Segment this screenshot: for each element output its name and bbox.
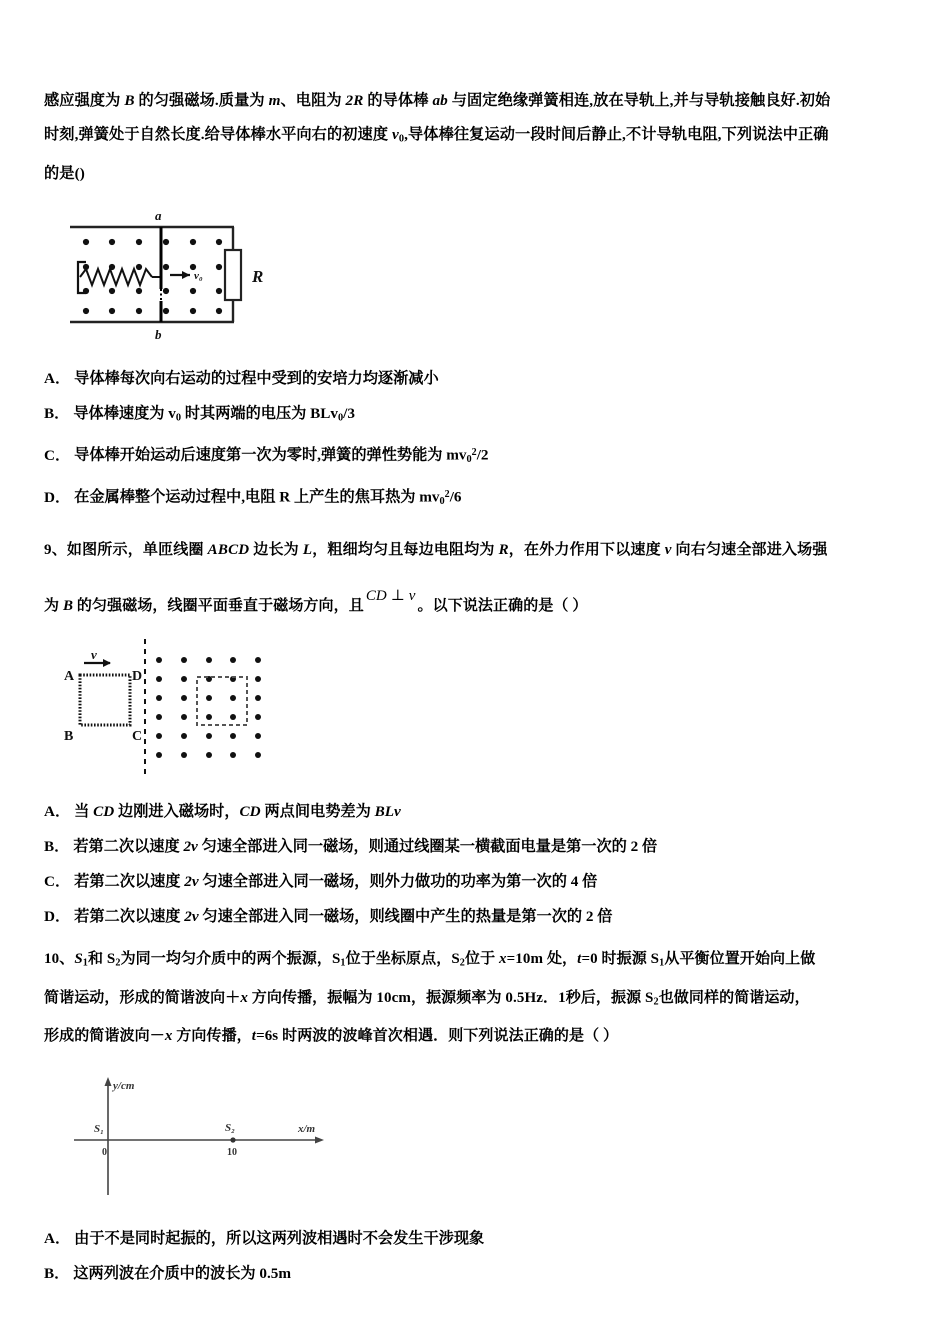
option-A (44, 361, 912, 396)
option-A (44, 794, 912, 829)
stem-text: 边长为 (249, 542, 303, 559)
source-s2-label: S₂ (225, 1122, 235, 1135)
option-text: 两点间电势差为 (260, 803, 375, 821)
stem-text: ，在外力作用下以速度 (508, 542, 665, 559)
stem-text: 向右匀速全部进入场强 (671, 542, 828, 559)
symbol-v-subscript: 0 (398, 133, 405, 145)
option-text: 若第二次以速度 (74, 873, 185, 891)
stem-text: 的匀强磁场.质量为 (134, 92, 269, 109)
question-9 (44, 533, 912, 623)
question-prev-stem (44, 84, 912, 191)
source-s1-label: S₁ (94, 1123, 104, 1136)
label-C: C (132, 729, 143, 745)
label-v: v (91, 647, 97, 663)
option-text: 这两列波在介质中的波长为 0.5m (73, 1265, 292, 1283)
label-b: b (155, 326, 162, 342)
symbol-ab: ab (432, 92, 448, 109)
label-D: D (132, 669, 143, 685)
figure-wave-sources-axes (66, 1067, 356, 1207)
x-axis-arrowhead (315, 1137, 324, 1144)
option-label: B． (44, 1265, 70, 1283)
symbol-B: B (62, 598, 74, 615)
label-R: R (252, 266, 264, 286)
symbol-S-subscript: 2 (115, 957, 121, 969)
stem-text: 为 (44, 598, 63, 615)
option-text: /6 (449, 488, 462, 506)
option-text: 若第二次以速度 (73, 838, 184, 856)
symbol-m: m (268, 92, 281, 109)
stem-text: 也做同样的简谐运动， (658, 989, 810, 1006)
stem-text: 如图所示，单匝线圈 (66, 542, 208, 559)
stem-text: 、电阻为 (280, 92, 346, 109)
question-prev-stem-line-2 (44, 118, 912, 157)
option-text: 匀速全部进入同一磁场，则外力做功的功率为第一次的 4 倍 (198, 873, 598, 891)
symbol-R: R (498, 542, 509, 559)
symbol-ABCD: ABCD (207, 542, 250, 559)
stem-text: 感应强度为 (44, 92, 125, 109)
figure-3-svg (66, 1067, 356, 1207)
symbol-S-subscript: 2 (459, 957, 465, 969)
question-number: 10、 (44, 951, 75, 968)
option-text: 由于不是同时起振的，所以这两列波相遇时不会发生干涉现象 (74, 1230, 485, 1248)
option-label: D． (44, 908, 71, 926)
option-A (44, 1221, 912, 1256)
question-number: 9、 (44, 542, 67, 559)
symbol-v: v (392, 126, 399, 143)
stem-text: 。以下说法正确的是（ ） (417, 598, 588, 615)
option-D (44, 477, 912, 519)
symbol-CD: CD (239, 803, 261, 821)
origin-label: 0 (102, 1147, 107, 1159)
velocity-arrow-head (103, 659, 111, 667)
option-label: A． (44, 369, 71, 387)
stem-text: =0 时振源 S (581, 951, 660, 968)
symbol-L: L (302, 542, 313, 559)
option-C (44, 864, 912, 899)
option-text: /2 (476, 446, 489, 464)
figure-rail-spring-rod-circuit (62, 205, 312, 345)
magnetic-field-dots (156, 657, 261, 758)
label-v0: v₀ (194, 269, 203, 282)
formula-cd-perp-v: CD ⊥ v (365, 588, 416, 605)
stem-text: ,导体棒往复运动一段时间后静止,不计导轨电阻,下列说法中正确 (404, 126, 829, 143)
question-9-stem-line-2 (44, 589, 912, 623)
option-text: 当 (74, 803, 94, 821)
question-10-stem-line-2 (44, 981, 912, 1020)
symbol-t: t (251, 1028, 257, 1045)
y-axis-label: y/cm (113, 1080, 135, 1093)
option-label: D． (44, 488, 71, 506)
option-superscript: 2 (471, 447, 477, 459)
stem-text: 的导体棒 (363, 92, 433, 109)
stem-text: 与固定绝缘弹簧相连,放在导轨上,并与导轨接触良好.初始 (447, 92, 831, 109)
option-text: /3 (343, 404, 355, 422)
stem-text: 和 S (87, 951, 116, 968)
stem-text: 位于 (464, 951, 500, 968)
option-D (44, 899, 912, 934)
option-subscript: 0 (337, 412, 344, 424)
question-10-options (44, 1221, 912, 1291)
stem-text: 时刻,弹簧处于自然长度.给导体棒水平向右的初速度 (44, 126, 393, 143)
option-label: A． (44, 803, 71, 821)
stem-text: 位于坐标原点，S (345, 951, 460, 968)
option-label: C． (44, 446, 71, 464)
option-text: 导体棒速度为 v (73, 404, 176, 422)
symbol-2v: 2v (183, 838, 198, 856)
option-subscript: 0 (439, 496, 445, 508)
question-prev-options (44, 361, 912, 520)
option-text: 匀速全部进入同一磁场，则通过线圈某一横截面电量是第一次的 2 倍 (197, 838, 658, 856)
symbol-t: t (577, 951, 582, 968)
option-label: B． (44, 838, 70, 856)
option-label: A． (44, 1230, 71, 1248)
source-s2-tick-label: 10 (227, 1147, 237, 1159)
stem-text: 方向传播，振幅为 10cm，振源频率为 0.5Hz．1秒后，振源 S (247, 989, 654, 1006)
stem-text: ，粗细均匀且每边电阻均为 (312, 542, 499, 559)
question-10-stem-line-1 (44, 942, 912, 981)
option-text: 时其两端的电压为 BLv (181, 404, 338, 422)
stem-text: =10m 处， (506, 951, 578, 968)
symbol-S-subscript: 1 (82, 957, 88, 969)
figure-coil-entering-field (58, 635, 313, 780)
question-9-stem-line-1 (44, 533, 912, 567)
stem-text: 简谐运动，形成的简谐波向＋ (44, 989, 241, 1006)
option-superscript: 2 (444, 489, 450, 501)
option-C (44, 435, 912, 477)
symbol-x: x (164, 1028, 173, 1045)
symbol-CD: CD (93, 803, 115, 821)
option-text: 边刚进入磁场时， (114, 803, 240, 821)
stem-text: =6s 时两波的波峰首次相遇．则下列说法正确的是（ ） (256, 1028, 619, 1045)
label-A: A (64, 669, 75, 685)
stem-text: 形成的简谐波向－ (44, 1028, 165, 1045)
option-text: 导体棒每次向右运动的过程中受到的安培力均逐渐减小 (74, 369, 439, 387)
figure-2-svg (58, 635, 313, 780)
symbol-x: x (499, 951, 507, 968)
symbol-2R: 2R (345, 92, 364, 109)
x-axis-label: x/m (298, 1123, 316, 1136)
stem-text: 的匀强磁场，线圈平面垂直于磁场方向，且 (73, 598, 364, 615)
option-B (44, 1256, 912, 1291)
figure-1-svg (62, 205, 312, 345)
option-text: 导体棒开始运动后速度第一次为零时,弹簧的弹性势能为 mv (74, 446, 467, 464)
coil-abcd-outside (80, 675, 130, 725)
symbol-x: x (240, 989, 248, 1006)
source-s2-point (230, 1138, 235, 1143)
stem-text: 从平衡位置开始向上做 (664, 951, 816, 968)
symbol-S-subscript: 1 (340, 957, 346, 969)
option-text: 在金属棒整个运动过程中,电阻 R 上产生的焦耳热为 mv (74, 488, 440, 506)
question-9-options (44, 794, 912, 934)
stem-text: 为同一均匀介质中的两个振源，S (120, 951, 341, 968)
label-a: a (155, 207, 162, 223)
option-subscript: 0 (175, 412, 182, 424)
symbol-S-subscript: 1 (659, 957, 665, 969)
question-10-stem-line-3 (44, 1019, 912, 1053)
spring-coil (80, 269, 152, 285)
option-B (44, 396, 912, 436)
symbol-2v: 2v (184, 908, 199, 926)
option-text: 匀速全部进入同一磁场，则线圈中产生的热量是第一次的 2 倍 (198, 908, 613, 926)
page-content (44, 84, 912, 1291)
question-10 (44, 942, 912, 1053)
symbol-S: S (74, 951, 83, 968)
coil-abcd-inside-field (197, 677, 247, 725)
question-prev-stem-line-3: 的是() (44, 164, 85, 182)
symbol-v: v (664, 542, 672, 559)
option-label: C． (44, 873, 71, 891)
symbol-B: B (124, 92, 135, 109)
option-label: B． (44, 404, 70, 422)
symbol-2v: 2v (184, 873, 199, 891)
stem-text: 方向传播， (172, 1028, 252, 1045)
option-subscript: 0 (466, 454, 472, 466)
symbol-S-subscript: 2 (653, 996, 659, 1008)
velocity-arrow-head (182, 271, 190, 279)
question-prev-stem-line-1 (44, 84, 912, 118)
symbol-BLv: BLv (374, 803, 401, 821)
resistor-box (225, 250, 241, 300)
y-axis-arrowhead (105, 1077, 112, 1086)
option-text: 若第二次以速度 (74, 908, 185, 926)
option-B (44, 829, 912, 864)
label-B: B (64, 729, 74, 745)
